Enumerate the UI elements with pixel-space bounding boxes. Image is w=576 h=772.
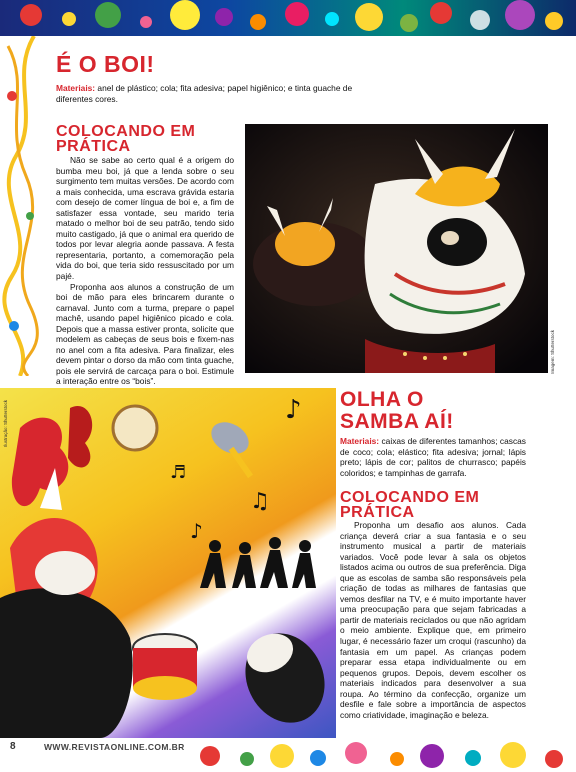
section2-materials-text: caixas de diferentes tamanhos; cascas de coco; cola; elástico; fita adesiva; jornal; lápis preto; lápis de cor; palitos de churrasco; papéis coloridos; e tampinhas de garrafa.: [340, 436, 526, 478]
svg-text:♪: ♪: [285, 395, 302, 425]
section2-title-line2: SAMBA AÍ!: [340, 410, 454, 433]
section1-subtitle: [56, 124, 195, 154]
website-link[interactable]: WWW.REVISTAONLINE.COM.BR: [44, 742, 185, 752]
bumba-meu-boi-photo: [245, 124, 548, 373]
section2-body: [340, 520, 526, 720]
svg-text:♫: ♫: [250, 489, 270, 514]
photo-credit: Imagem: Shutterstock: [550, 330, 555, 374]
left-streamer-decoration: [0, 36, 44, 376]
section2-subtitle-line2: PRÁTICA: [340, 504, 415, 521]
section2-materials-label: Materiais:: [340, 436, 380, 446]
svg-text:♪: ♪: [190, 519, 203, 543]
section2-title-line1: OLHA O: [340, 388, 424, 411]
section2-paragraph: Proponha um desafio aos alunos. Cada criança deverá criar a sua fantasia e o seu instrumento musical a partir de materiais variados. Você pode levar à sala os objetos listados acima ou outros de sua preferência. Diga que as escolas de samba são responsáveis pela criação de todas as milhares de fantasias que vemos desfilar na TV, e é muito importante haver uma preocupação para que sejam fabricadas a partir de materiais reciclados ou que não agridam o meio ambiente. Explique que, em primeiro lugar, é necessário fazer um croqui (rascunho) da fantasia em um papel. As crianças podem preparar essa etapa individualmente ou em pequenos grupos. Depois, devem escolher os materiais indicados para desenvolver a sua roupa. Ao término da confecção, organize um desfile e fale sobre a importância de aspectos como criatividade, imaginação e beleza.: [340, 520, 526, 720]
section1-paragraph-1: Não se sabe ao certo qual é a origem do bumba meu boi, já que a lenda sobre o seu surgimento tem muitas versões. De acordo com a mais conhecida, uma escrava grávida estaria com desejo de comer língua de boi e, a fim de satisfazer essa vontade, seu marido teria matado o melhor boi de seu patrão, tendo sido muito castigado, já que o animal era querido de todos por levar alegria aonde passava. A festa representaria, portanto, a comemoração pela vida do boi, que teria sido ressuscitado por um pajé.: [56, 155, 234, 282]
section1-materials-label: Materiais:: [56, 83, 96, 93]
section1-paragraph-2: Proponha aos alunos a construção de um boi de mão para eles brincarem durante o carnaval. Junto com a turma, prepare o papel machê, usando papel higiênico picado e cola. Depois que a massa estiver pronta, solicite que modelem as cabeças de seus bois e fixem-nas no anel com a fita adesiva. Para finalizar, eles devem pintar o dorso da mão com tinta guache, pois ele servirá de carcaça para o boi. Estimule a interação entre os “bois”.: [56, 281, 234, 387]
section2-subtitle-line1: COLOCANDO EM: [340, 489, 480, 506]
svg-text:♬: ♬: [170, 462, 187, 483]
section2-title: [340, 389, 454, 433]
section2-subtitle: [340, 490, 479, 520]
section1-materials: [56, 83, 391, 104]
section1-subtitle-line2: PRÁTICA: [56, 138, 131, 155]
top-confetti-band: [0, 0, 576, 36]
section1-body: [56, 155, 234, 387]
section1-title: É O BOI!: [56, 51, 155, 77]
section2-materials: [340, 436, 526, 478]
section1-materials-text: anel de plástico; cola; fita adesiva; papel higiênico; e tinta guache de diferentes cores.: [56, 83, 353, 104]
samba-illustration: [0, 388, 336, 738]
illustration-credit: Ilustração: Shutterstock: [3, 400, 8, 448]
section1-subtitle-line1: COLOCANDO EM: [56, 123, 196, 140]
page-number: 8: [10, 741, 16, 752]
